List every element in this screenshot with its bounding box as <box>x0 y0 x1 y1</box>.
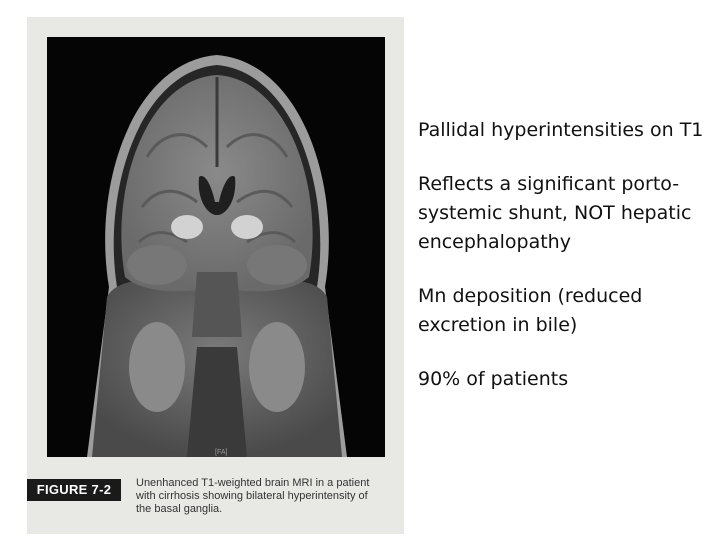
bullet-list <box>418 116 714 419</box>
watermark-text: [FA] <box>215 449 228 456</box>
figure-label: FIGURE 7-2 <box>27 479 121 501</box>
bullet-item: Mn deposition (reduced excretion in bile) <box>418 285 643 336</box>
bullet-item: Pallidal hyperintensities on T1 <box>418 119 704 141</box>
bullet-item: Reflects a significant porto-systemic shunt, NOT hepatic encephalopathy <box>418 173 692 253</box>
brain-mri-illustration <box>47 37 385 457</box>
figure-panel <box>27 17 404 534</box>
mri-image <box>47 37 385 457</box>
figure-caption: Unenhanced T1-weighted brain MRI in a patient with cirrhosis showing bilateral hyperintensity of the basal ganglia. <box>136 477 370 515</box>
bullet-item: 90% of patients <box>418 368 569 390</box>
